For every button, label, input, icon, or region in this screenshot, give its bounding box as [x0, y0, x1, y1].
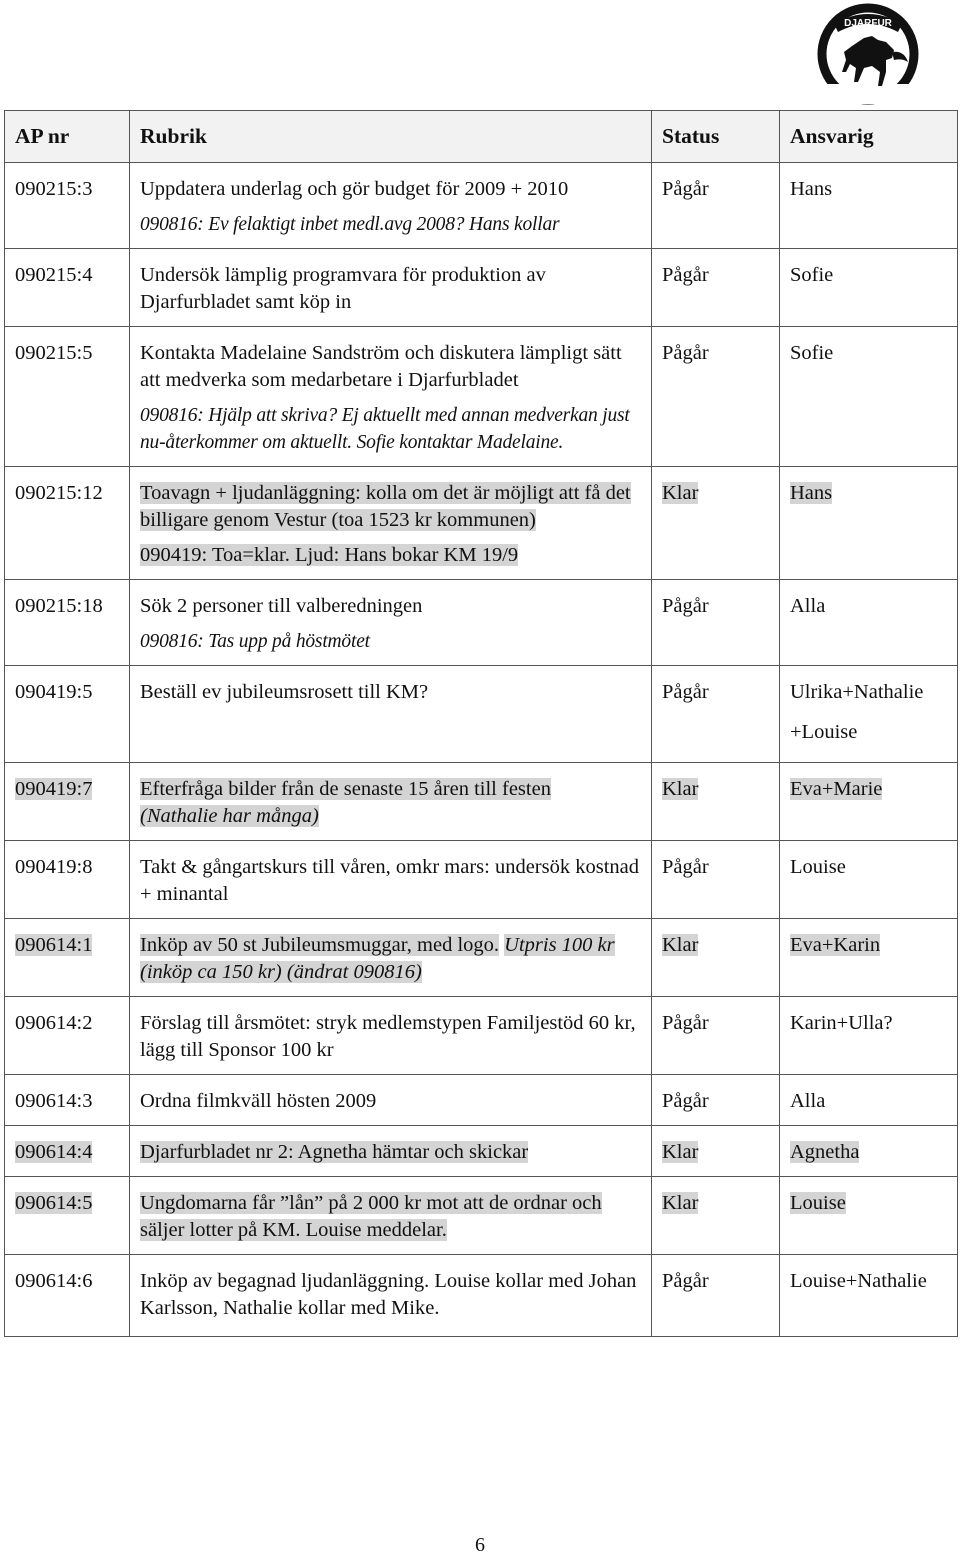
- ansvarig: Sofie: [780, 249, 958, 327]
- status: Klar: [652, 467, 780, 580]
- table-row: [5, 666, 958, 763]
- ap-nr: 090215:3: [5, 163, 130, 249]
- ap-nr: 090614:3: [5, 1075, 130, 1126]
- ansvarig: Eva+Marie: [780, 763, 958, 841]
- rubrik: [130, 841, 652, 919]
- status: Pågår: [652, 327, 780, 467]
- table-row: [5, 1255, 958, 1337]
- ap-nr: 090419:8: [5, 841, 130, 919]
- rubrik: [130, 666, 652, 763]
- rubrik-text: Beställ ev jubileumsrosett till KM?: [140, 681, 429, 703]
- ansvarig: Ulrika+Nathalie +Louise: [780, 666, 958, 763]
- table-row: [5, 763, 958, 841]
- rubrik: [130, 249, 652, 327]
- table-row: [5, 467, 958, 580]
- table-row: [5, 1075, 958, 1126]
- header-ansvarig: Ansvarig: [780, 111, 958, 163]
- ansvarig: Alla: [780, 580, 958, 666]
- ansvarig: Hans: [780, 467, 958, 580]
- ap-nr: 090614:4: [5, 1126, 130, 1177]
- status: Pågår: [652, 163, 780, 249]
- ap-nr: 090614:5: [5, 1177, 130, 1255]
- follow-up-note: 090816: Ev felaktigt inbet medl.avg 2008? Hans kollar: [140, 214, 560, 235]
- rubrik-text: Sök 2 personer till valberedningen: [140, 595, 423, 617]
- action-point-table: [4, 110, 958, 1337]
- rubrik-text: Uppdatera underlag och gör budget för 2009 + 2010: [140, 178, 569, 200]
- rubrik: [130, 1255, 652, 1337]
- rubrik-text: Undersök lämplig programvara för produktion av Djarfurbladet samt köp in: [140, 264, 546, 313]
- rubrik-text: Djarfurbladet nr 2: Agnetha hämtar och skickar: [140, 1141, 529, 1163]
- status: Klar: [652, 763, 780, 841]
- rubrik-text: Toavagn + ljudanläggning: kolla om det är möjligt att få det billigare genom Vestur (toa 1523 kr kommunen): [140, 482, 631, 531]
- rubrik: [130, 1177, 652, 1255]
- status: Pågår: [652, 1075, 780, 1126]
- rubrik-text: Efterfråga bilder från de senaste 15 åren till festen (Nathalie har många): [140, 778, 551, 827]
- ap-nr: 090215:4: [5, 249, 130, 327]
- header-status: Status: [652, 111, 780, 163]
- rubrik: [130, 580, 652, 666]
- table-row: [5, 1126, 958, 1177]
- ap-nr: 090419:7: [5, 763, 130, 841]
- ansvarig: Alla: [780, 1075, 958, 1126]
- ap-nr: 090614:2: [5, 997, 130, 1075]
- rubrik-text: Ordna filmkväll hösten 2009: [140, 1090, 377, 1112]
- ansvarig: Agnetha: [780, 1126, 958, 1177]
- ansvarig: Hans: [780, 163, 958, 249]
- status: Klar: [652, 1126, 780, 1177]
- djarfur-logo: [812, 2, 924, 106]
- ansvarig: Eva+Karin: [780, 919, 958, 997]
- table-row: [5, 249, 958, 327]
- ap-nr: 090614:6: [5, 1255, 130, 1337]
- rubrik-text: Takt & gångartskurs till våren, omkr mars: undersök kostnad + minantal: [140, 856, 640, 905]
- rubrik-text: Inköp av begagnad ljudanläggning. Louise kollar med Johan Karlsson, Nathalie kollar med Mike.: [140, 1270, 637, 1319]
- header-ap-nr: AP nr: [5, 111, 130, 163]
- ap-nr: 090215:18: [5, 580, 130, 666]
- rubrik: [130, 997, 652, 1075]
- status: Pågår: [652, 841, 780, 919]
- table-row: [5, 919, 958, 997]
- ap-nr: 090419:5: [5, 666, 130, 763]
- rubrik: [130, 1075, 652, 1126]
- ansvarig: Louise: [780, 841, 958, 919]
- status: Pågår: [652, 249, 780, 327]
- rubrik: [130, 1126, 652, 1177]
- rubrik: [130, 919, 652, 997]
- table-header-row: [5, 111, 958, 163]
- table-row: [5, 163, 958, 249]
- ansvarig: Karin+Ulla?: [780, 997, 958, 1075]
- table-row: [5, 327, 958, 467]
- ansvarig: Louise+Nathalie: [780, 1255, 958, 1337]
- header-rubrik: Rubrik: [130, 111, 652, 163]
- rubrik-text: Ungdomarna får ”lån” på 2 000 kr mot att de ordnar och säljer lotter på KM. Louise meddelar.: [140, 1192, 602, 1241]
- table-row: [5, 580, 958, 666]
- follow-up-note: 090419: Toa=klar. Ljud: Hans bokar KM 19/9: [140, 544, 519, 566]
- status: Klar: [652, 1177, 780, 1255]
- status: Pågår: [652, 666, 780, 763]
- status: Pågår: [652, 580, 780, 666]
- rubrik: [130, 467, 652, 580]
- follow-up-note: 090816: Hjälp att skriva? Ej aktuellt med annan medverkan just nu-återkommer om aktuellt. Sofie kontaktar Madelaine.: [140, 405, 630, 453]
- page-number: 6: [475, 1534, 485, 1556]
- ap-nr: 090614:1: [5, 919, 130, 997]
- rubrik-text: Kontakta Madelaine Sandström och diskutera lämpligt sätt att medverka som medarbetare i Djarfurbladet: [140, 342, 622, 391]
- rubrik-text: Inköp av 50 st Jubileumsmuggar, med logo. Utpris 100 kr (inköp ca 150 kr) (ändrat 090816): [140, 934, 615, 983]
- rubrik: [130, 163, 652, 249]
- follow-up-note: 090816: Tas upp på höstmötet: [140, 631, 370, 652]
- logo-text: DJARFUR: [844, 18, 892, 29]
- rubrik: [130, 763, 652, 841]
- status: Klar: [652, 919, 780, 997]
- ansvarig: Louise: [780, 1177, 958, 1255]
- table-row: [5, 841, 958, 919]
- table-row: [5, 997, 958, 1075]
- rubrik-text: Förslag till årsmötet: stryk medlemstypen Familjestöd 60 kr, lägg till Sponsor 100 kr: [140, 1012, 636, 1061]
- ap-nr: 090215:12: [5, 467, 130, 580]
- ansvarig: Sofie: [780, 327, 958, 467]
- rubrik: [130, 327, 652, 467]
- table-row: [5, 1177, 958, 1255]
- ap-nr: 090215:5: [5, 327, 130, 467]
- status: Pågår: [652, 997, 780, 1075]
- status: Pågår: [652, 1255, 780, 1337]
